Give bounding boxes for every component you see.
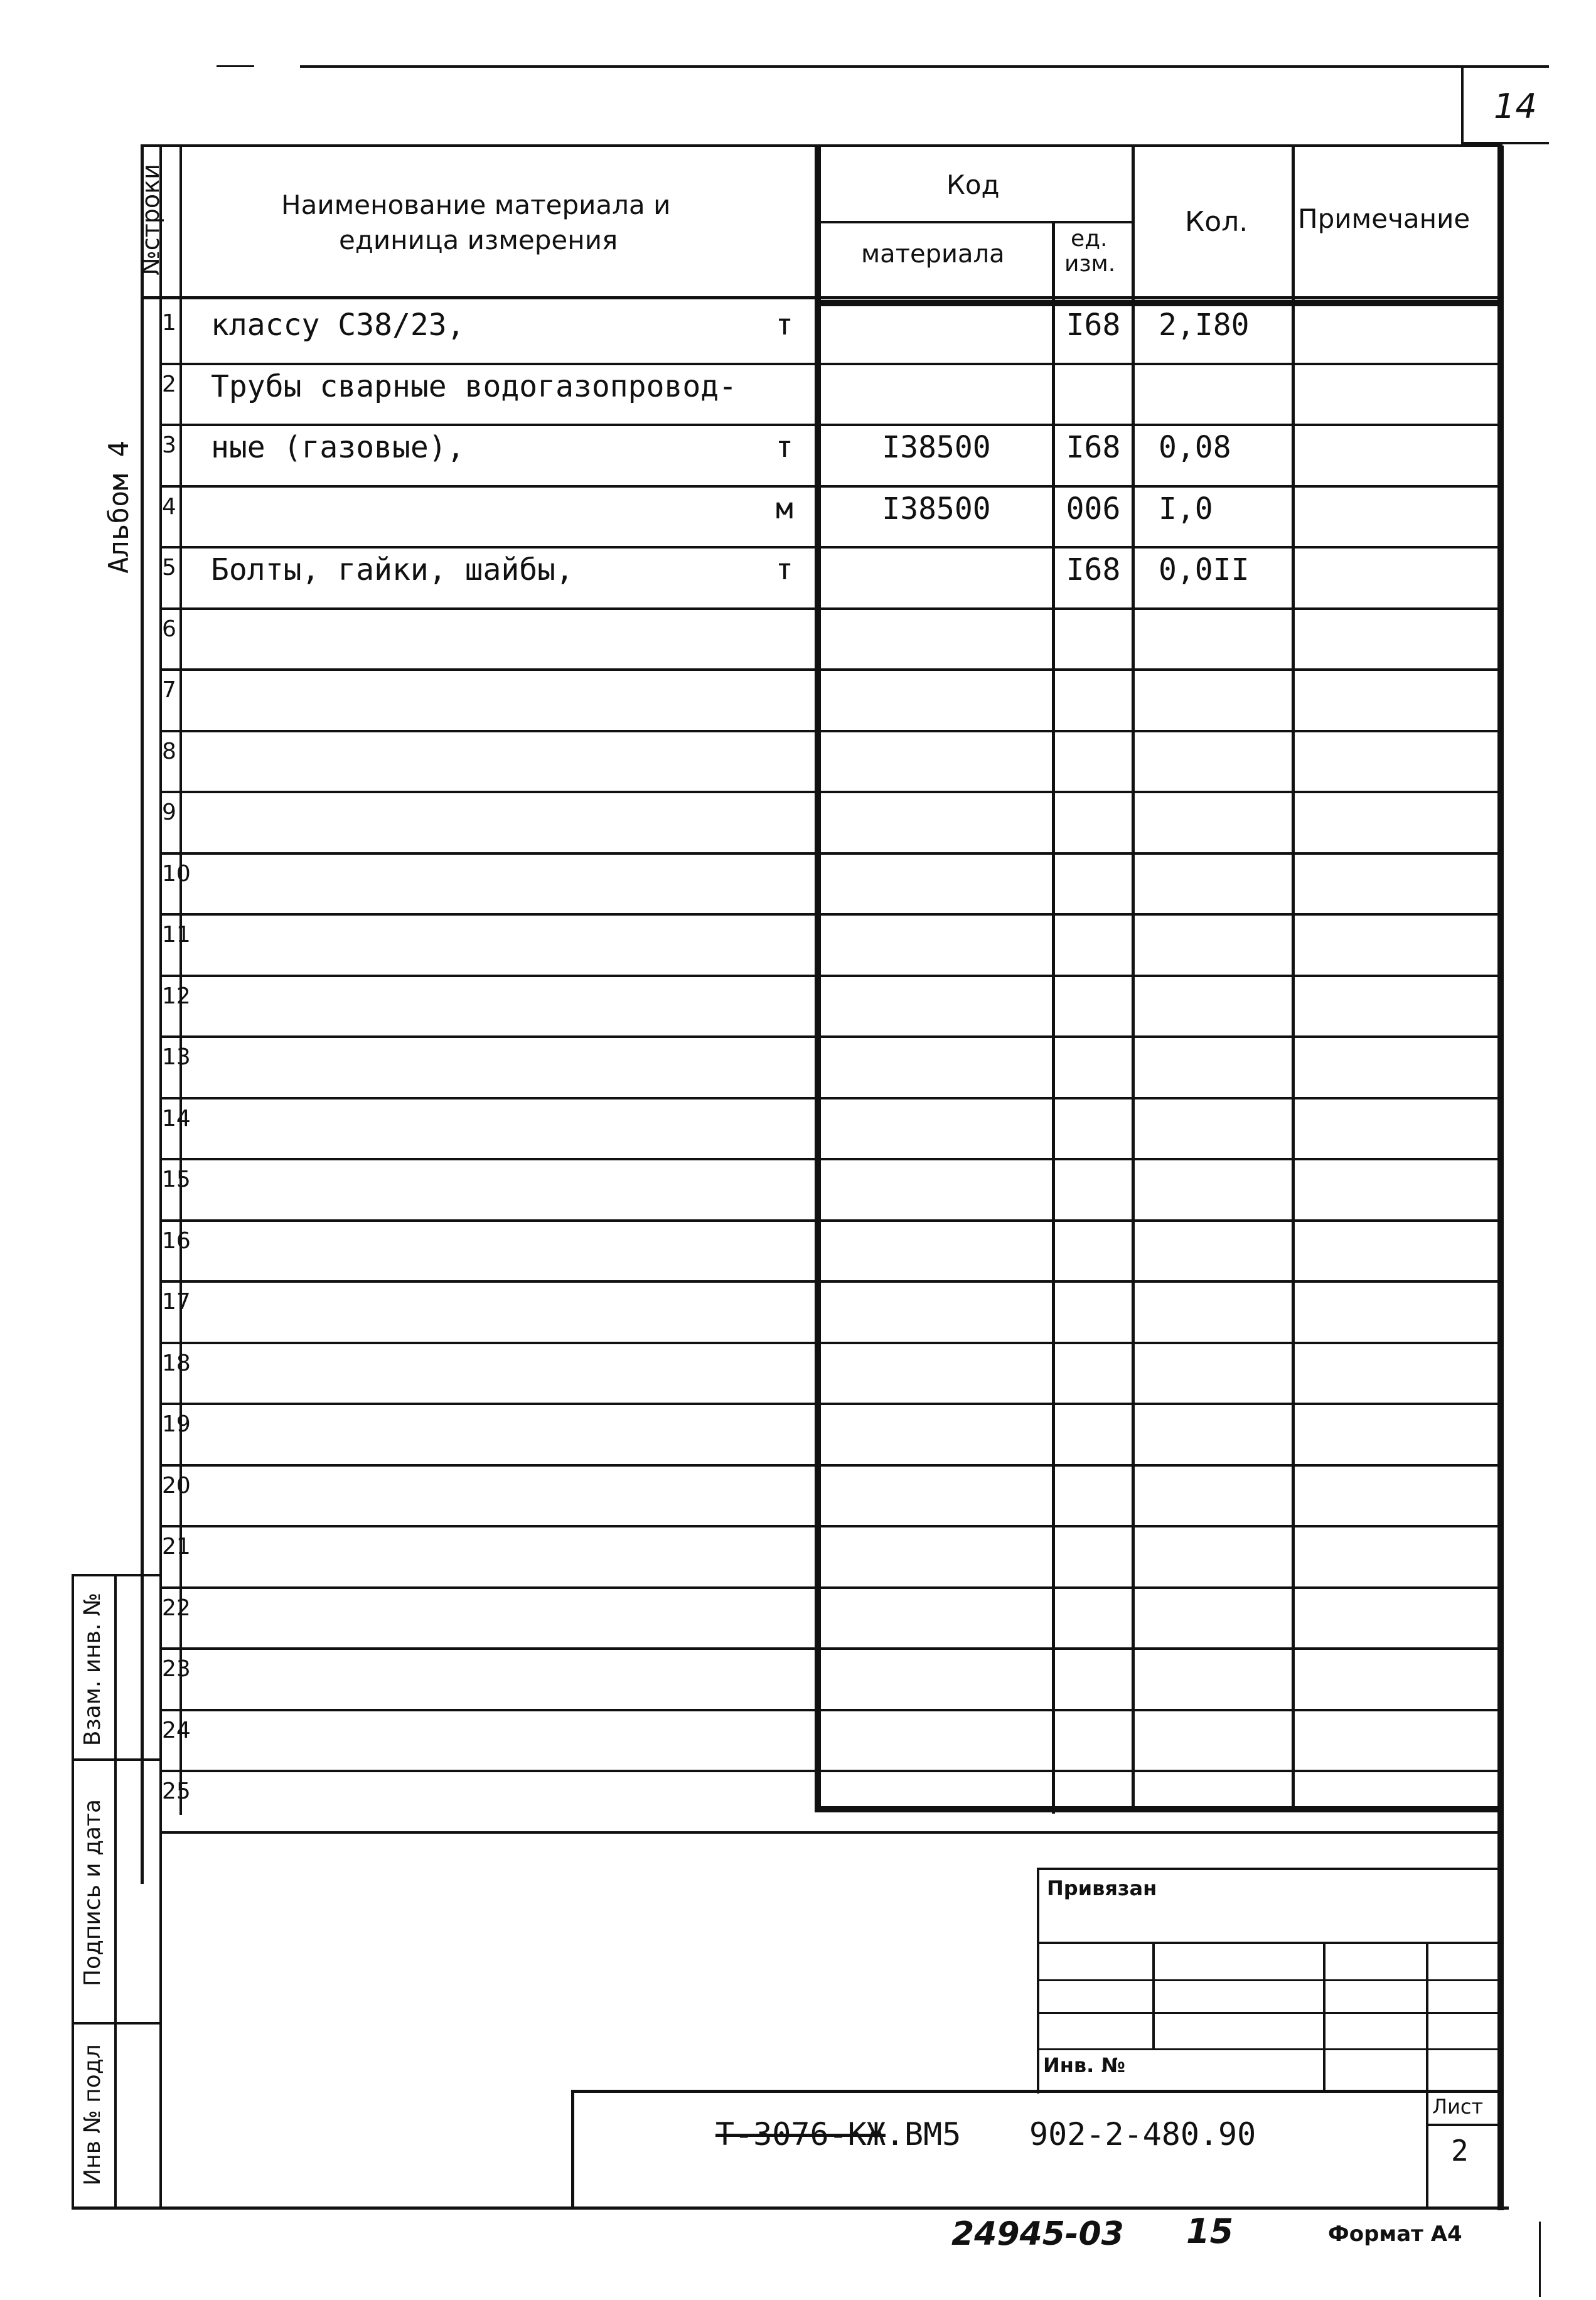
- row-divider: [159, 1525, 1502, 1527]
- header-unit-line2: изм.: [1064, 251, 1116, 277]
- row-divider: [159, 1709, 1502, 1711]
- row-number-cell: 15: [162, 1167, 191, 1192]
- stamp-line: [1037, 1979, 1504, 1981]
- header-row-number: №строки: [137, 164, 164, 275]
- row-unit-code-cell: I68: [1066, 430, 1121, 465]
- row-unit-code-cell: I68: [1066, 552, 1121, 587]
- row-divider: [159, 1342, 1502, 1344]
- stamp-line: [1323, 1942, 1326, 2092]
- row-divider: [159, 1464, 1502, 1467]
- row-number-cell: 2: [162, 371, 176, 397]
- row-divider: [159, 363, 1502, 365]
- row-divider: [159, 791, 1502, 793]
- row-number-cell: 6: [162, 616, 176, 642]
- header-unit-line1: ед.: [1071, 226, 1108, 252]
- sheet-number: 15: [1186, 2212, 1234, 2251]
- page-number: 14: [1494, 87, 1537, 126]
- table-border-left: [141, 146, 144, 1884]
- row-divider: [159, 424, 1502, 426]
- row-measure-cell: т: [776, 552, 793, 586]
- row-divider: [159, 1158, 1502, 1160]
- row-number-cell: 23: [162, 1656, 191, 1682]
- row-number-cell: 10: [162, 860, 191, 887]
- top-rule: [300, 65, 1549, 68]
- top-dash: [217, 65, 254, 67]
- doc-code: .ВМ5: [885, 2116, 961, 2153]
- row-number-cell: 25: [162, 1778, 191, 1804]
- data-bottom-thick-line: [815, 1806, 1504, 1812]
- stamp-line: [1037, 1942, 1504, 1944]
- header-name-line2: единица измерения: [339, 225, 618, 255]
- row-qty-cell: 2,I80: [1159, 308, 1250, 343]
- row-name-cell: классу С38/23,: [211, 308, 465, 343]
- title-block-left: [571, 2090, 574, 2209]
- row-divider: [159, 1403, 1502, 1405]
- list-value: 2: [1451, 2134, 1469, 2168]
- row-number-cell: 11: [162, 922, 191, 948]
- archive-number: 24945-03: [951, 2215, 1124, 2253]
- right-edge-mark: [1539, 2222, 1541, 2297]
- row-divider: [159, 1219, 1502, 1222]
- row-qty-cell: 0,08: [1159, 430, 1231, 465]
- row-unit-code-cell: I68: [1066, 308, 1121, 343]
- header-code: Код: [946, 169, 1000, 200]
- row-number-cell: 12: [162, 983, 191, 1009]
- title-block-top: [571, 2090, 1504, 2093]
- doc-old-code: Т-3076-КЖ: [715, 2116, 886, 2153]
- row-name-cell: Болты, гайки, шайбы,: [211, 552, 574, 587]
- header-top-line: [141, 144, 1502, 147]
- row-divider: [159, 1831, 1502, 1834]
- row-number-cell: 19: [162, 1411, 191, 1437]
- format-label: Формат А4: [1328, 2222, 1462, 2247]
- stamp-line: [1152, 1942, 1155, 2050]
- stamp-line: [1037, 1868, 1504, 1870]
- row-number-cell: 9: [162, 800, 176, 825]
- vzam-inv-label: Взам. инв. №: [80, 1592, 105, 1746]
- row-number-cell: 17: [162, 1289, 191, 1315]
- row-number-cell: 5: [162, 555, 176, 580]
- row-divider: [159, 1280, 1502, 1283]
- row-number-cell: 7: [162, 677, 176, 703]
- row-divider: [159, 1035, 1502, 1038]
- code-split-line: [815, 221, 1132, 223]
- row-divider: [159, 1770, 1502, 1772]
- row-qty-cell: I,0: [1159, 491, 1213, 527]
- list-split: [1426, 2124, 1504, 2126]
- row-divider: [159, 975, 1502, 977]
- stamp-line: [1426, 1942, 1428, 2209]
- doc-number: 902-2-480.90: [1029, 2116, 1256, 2153]
- row-divider: [159, 913, 1502, 916]
- table-border-right: [1497, 146, 1504, 2210]
- row-number-cell: 14: [162, 1105, 191, 1131]
- row-number-column-line: [159, 146, 162, 1884]
- header-material: материала: [861, 240, 1005, 269]
- inv-podl-label: Инв № подл: [80, 2044, 105, 2186]
- row-divider: [159, 852, 1502, 855]
- row-name-cell: ные (газовые),: [211, 430, 465, 465]
- row-measure-cell: т: [776, 430, 793, 464]
- row-number-cell: 13: [162, 1044, 191, 1070]
- row-number-cell: 20: [162, 1472, 191, 1499]
- row-number-cell: 4: [162, 493, 176, 520]
- note-column-line: [1292, 146, 1295, 1812]
- row-divider: [159, 730, 1502, 732]
- stamp-line: [1037, 2012, 1504, 2014]
- left-stamp-line: [72, 2206, 1509, 2210]
- row-material-code-cell: I38500: [882, 430, 991, 465]
- row-measure-cell: м: [776, 491, 793, 525]
- album-label: Альбом 4: [103, 441, 135, 574]
- stamp-line: [1037, 2048, 1504, 2050]
- row-number-cell: 16: [162, 1228, 191, 1254]
- row-divider: [159, 1647, 1502, 1650]
- podpis-data-label: Подпись и дата: [80, 1799, 105, 1987]
- row-divider: [159, 485, 1502, 488]
- row-qty-cell: 0,0II: [1159, 552, 1250, 587]
- qty-column-line: [1132, 146, 1135, 1812]
- row-divider: [159, 546, 1502, 548]
- row-number-cell: 21: [162, 1534, 191, 1559]
- row-number-cell: 3: [162, 432, 176, 458]
- row-material-code-cell: I38500: [882, 491, 991, 527]
- privyazan-label: Привязан: [1047, 1876, 1157, 1900]
- top-right-tick: [1461, 65, 1464, 144]
- row-number-cell: 8: [162, 738, 176, 764]
- header-name-line1: Наименование материала и: [281, 190, 671, 220]
- row-measure-cell: т: [776, 308, 793, 341]
- doc-designation: [715, 2116, 961, 2153]
- left-stamp-divider: [114, 1575, 117, 2209]
- header-note: Примечание: [1298, 203, 1470, 234]
- row-divider: [159, 607, 1502, 610]
- inv-no-label: Инв. №: [1043, 2053, 1125, 2077]
- row-divider: [159, 668, 1502, 671]
- row-number-cell: 24: [162, 1717, 191, 1743]
- row-unit-code-cell: 006: [1066, 491, 1121, 527]
- row-number-cell: 22: [162, 1595, 191, 1621]
- material-column-line: [815, 146, 821, 1812]
- row-divider: [159, 1097, 1502, 1099]
- row-number-cell: 18: [162, 1350, 191, 1376]
- header-qty: Кол.: [1185, 206, 1248, 238]
- row-number-cell: 1: [162, 310, 176, 336]
- list-label: Лист: [1432, 2095, 1484, 2119]
- header-bottom-line: [141, 296, 1504, 299]
- row-name-cell: Трубы сварные водогазопровод-: [211, 368, 737, 404]
- data-top-thick-line: [815, 300, 1504, 306]
- row-divider: [159, 1586, 1502, 1589]
